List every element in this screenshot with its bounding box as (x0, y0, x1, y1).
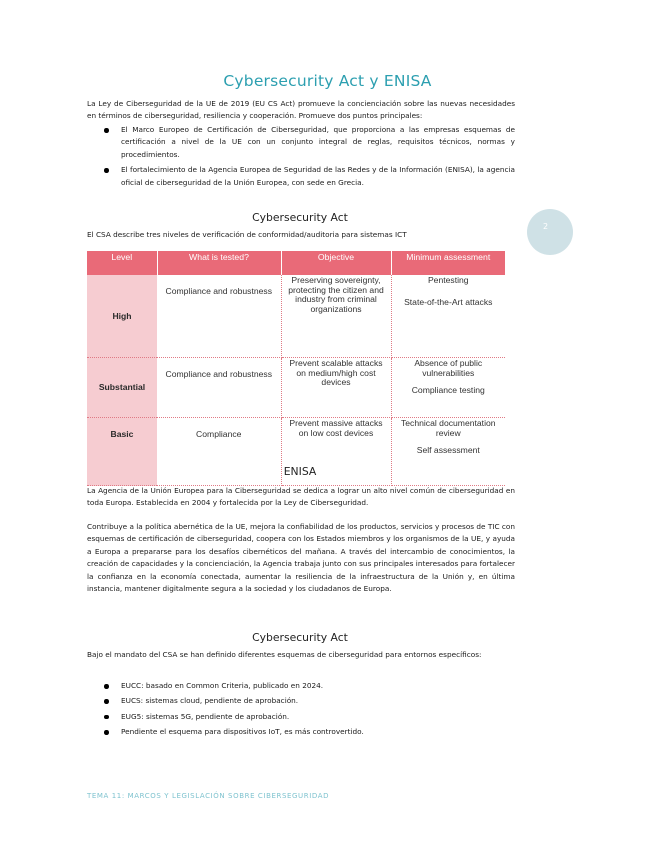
schemes-bullet-list (101, 680, 515, 739)
list-item: El fortalecimiento de la Agencia Europea de Seguridad de las Redes y de la Información (ENISA), la agencia oficial de ciberseguridad de la Unión Europea, con sede en Grecia. (101, 164, 515, 189)
table-row (87, 358, 505, 418)
column-header-tested: What is tested? (157, 251, 281, 275)
list-item: EUCS: sistemas cloud, pendiente de aprobación. (101, 695, 515, 707)
level-cell: Substantial (87, 358, 157, 418)
list-item: Pendiente el esquema para dispositivos IoT, es más controvertido. (101, 726, 515, 738)
table-row (87, 275, 505, 358)
list-item: EUCC: basado en Common Criteria, publicado en 2024. (101, 680, 515, 692)
assessment-cell (391, 358, 505, 418)
list-item: El Marco Europeo de Certificación de Ciberseguridad, que proporciona a las empresas esquemas de certificación a nivel de la UE con un conjunto integral de reglas, requisitos técnicos, normas y procedimientos. (101, 124, 515, 161)
page-title: Cybersecurity Act y ENISA (223, 72, 432, 90)
objective-cell: Prevent massive attacks on low cost devices (281, 418, 391, 486)
bullet-icon (104, 715, 109, 720)
section-heading-cybersecurity-act-2: Cybersecurity Act (252, 631, 348, 644)
table-header-row (87, 251, 505, 275)
assessment-item: State-of-the-Art attacks (404, 296, 493, 307)
assessment-item: Self assessment (416, 445, 480, 456)
tested-cell: Compliance and robustness (157, 358, 281, 418)
column-header-assessment: Minimum assessment (391, 251, 505, 275)
assessment-item: Compliance testing (411, 385, 485, 396)
bullet-icon (104, 730, 109, 735)
enisa-paragraph-1: La Agencia de la Unión Europea para la Ciberseguridad se dedica a lograr un alto nivel común de ciberseguridad en toda Europa. Establecida en 2004 y fortalecida por la Ley de Ciberseguridad. (87, 486, 515, 508)
assessment-cell (391, 275, 505, 358)
list-item: EUG5: sistemas 5G, pendiente de aprobación. (101, 711, 515, 723)
column-header-objective: Objective (281, 251, 391, 275)
column-header-level: Level (87, 251, 157, 275)
tested-cell: Compliance (157, 418, 281, 486)
schemes-intro-text: Bajo el mandato del CSA se han definido diferentes esquemas de ciberseguridad para entornos específicos: (87, 650, 482, 659)
bullet-icon (104, 684, 109, 689)
intro-paragraph: La Ley de Ciberseguridad de la UE de 2019 (EU CS Act) promueve la concienciación sobre las nuevas necesidades en términos de ciberseguridad, resiliencia y cooperación. Promueve dos puntos principales: (87, 99, 515, 121)
intro-bullet-list (101, 124, 515, 189)
level-cell: Basic (87, 418, 157, 486)
objective-cell: Prevent scalable attacks on medium/high cost devices (281, 358, 391, 418)
page-footer: TEMA 11: MARCOS Y LEGISLACIÓN SOBRE CIBERSEGURIDAD (87, 792, 330, 800)
bullet-icon (104, 168, 109, 173)
section-intro-text: El CSA describe tres niveles de verificación de conformidad/auditoria para sistemas ICT (87, 230, 407, 239)
objective-cell: Preserving sovereignty, protecting the citizen and industry from criminal organizations (281, 275, 391, 358)
assessment-item: Technical documentation review (400, 418, 496, 438)
csa-levels-table (87, 251, 505, 486)
page-number: 2 (543, 222, 549, 231)
assessment-item: Pentesting (427, 275, 469, 285)
bullet-icon (104, 699, 109, 704)
assessment-item: Absence of public vulnerabilities (414, 358, 483, 378)
section-heading-cybersecurity-act: Cybersecurity Act (252, 211, 348, 224)
tested-cell: Compliance and robustness (157, 275, 281, 358)
level-cell: High (87, 275, 157, 358)
enisa-paragraph-2: Contribuye a la política abernética de la UE, mejora la confiabilidad de los productos, servicios y procesos de TIC con esquemas de certificación de ciberseguridad, coopera con los Estados miembros y los organismos de la UE, y ayuda a Europa a prepararse para los desafíos cibernéticos del mañana. A través del intercambio de conocimientos, la creación de capacidades y la concienciación, la Agencia trabaja junto con sus principales interesados para fortalecer la confianza en la economía conectada, aumentar la resiliencia de la infraestructura de la Unión y, en última instancia, mantener digitalmente segura a la sociedad y los ciudadanos de Europa. (87, 522, 515, 594)
section-heading-enisa: ENISA (283, 465, 317, 478)
bullet-icon (104, 128, 109, 133)
